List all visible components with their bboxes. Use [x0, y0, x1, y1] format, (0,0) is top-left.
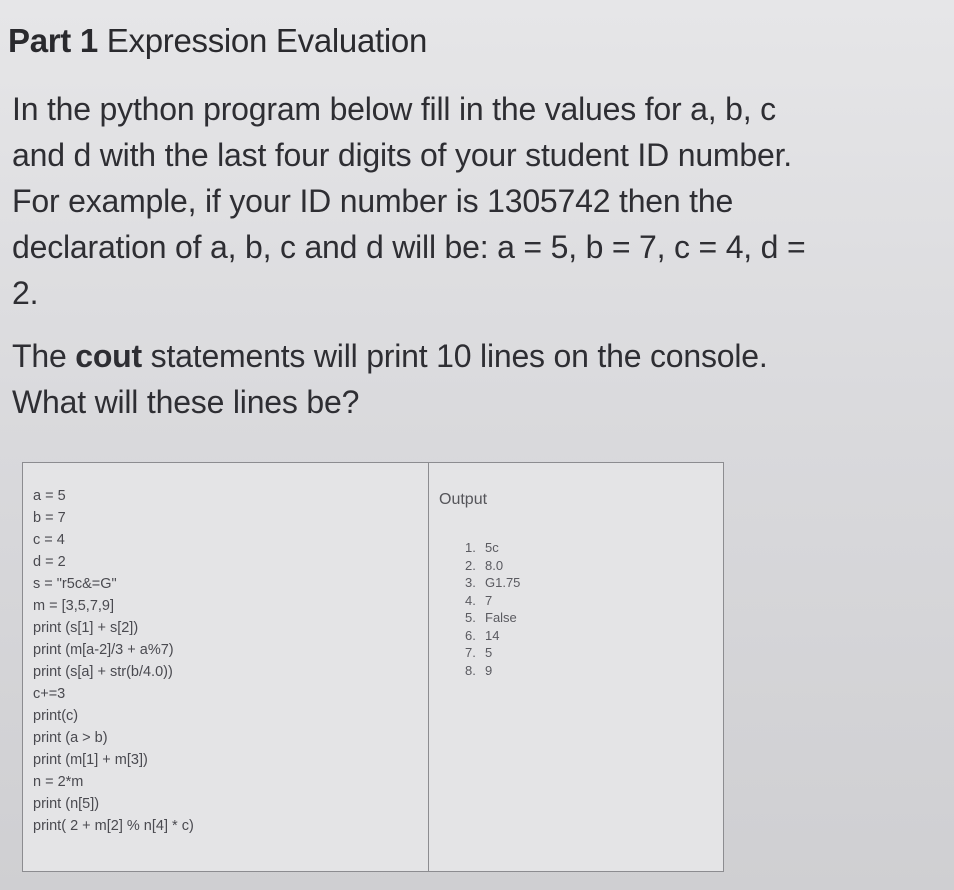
output-row — [465, 662, 520, 680]
question-text: The — [12, 338, 76, 374]
instruction-line: 2. — [12, 275, 39, 311]
output-row — [465, 592, 520, 610]
code-line: print (n[5]) — [33, 796, 100, 812]
instruction-line: declaration of a, b, c and d will be: a = 5, b = 7, c = 4, d = — [12, 229, 806, 265]
output-header: Output — [439, 491, 488, 508]
code-line: b = 7 — [33, 510, 66, 526]
question-line-2: What will these lines be? — [12, 384, 360, 420]
question-line-1 — [12, 333, 952, 379]
code-line: print( 2 + m[2] % n[4] * c) — [33, 818, 194, 834]
code-line: print (s[1] + s[2]) — [33, 620, 139, 636]
output-value: 14 — [485, 627, 500, 643]
code-line: s = "r5c&=G" — [33, 576, 117, 592]
output-value: False — [485, 610, 517, 625]
output-value: 5 — [485, 645, 493, 660]
question-text: statements will print 10 lines on the console. — [141, 338, 768, 374]
output-number: 2. — [465, 557, 476, 573]
output-value: 9 — [485, 662, 493, 678]
output-list — [465, 539, 520, 679]
code-line: n = 2*m — [33, 774, 84, 790]
code-line: print (s[a] + str(b/4.0)) — [33, 664, 173, 680]
output-row — [465, 557, 520, 575]
output-number: 5. — [465, 610, 476, 625]
output-value: 8.0 — [485, 557, 504, 573]
code-line: a = 5 — [33, 488, 66, 504]
cout-keyword: cout — [75, 338, 142, 374]
question-paragraph — [12, 333, 952, 425]
output-number: 3. — [465, 575, 476, 590]
code-line: c+=3 — [33, 686, 66, 702]
code-line: c = 4 — [33, 532, 65, 548]
output-value: 5c — [485, 540, 499, 555]
code-line: d = 2 — [33, 554, 66, 570]
title-text: Expression Evaluation — [106, 22, 428, 59]
instructions-paragraph — [12, 86, 952, 316]
output-row — [465, 609, 520, 627]
output-value: G1.75 — [485, 575, 521, 590]
code-line: print (m[1] + m[3]) — [33, 752, 148, 768]
output-cell — [429, 463, 723, 871]
output-number: 7. — [465, 645, 476, 660]
page-title — [8, 22, 427, 60]
code-line: print(c) — [33, 708, 79, 724]
output-number: 8. — [465, 662, 476, 678]
output-number: 6. — [465, 627, 476, 643]
code-cell — [23, 463, 429, 871]
code-line: m = [3,5,7,9] — [33, 598, 115, 614]
program-output-table — [22, 462, 724, 872]
output-number: 4. — [465, 592, 476, 608]
code-line: print (m[a-2]/3 + a%7) — [33, 642, 174, 658]
output-row — [465, 539, 520, 557]
instruction-line: For example, if your ID number is 1305742 then the — [12, 183, 734, 219]
output-row — [465, 574, 520, 592]
instruction-line: In the python program below fill in the values for a, b, c — [12, 91, 776, 127]
code-line: print (a > b) — [33, 730, 108, 746]
output-value: 7 — [485, 592, 493, 608]
output-number: 1. — [465, 540, 476, 555]
instruction-line: and d with the last four digits of your student ID number. — [12, 137, 792, 173]
output-row — [465, 644, 520, 662]
code-listing — [33, 485, 194, 837]
title-part: Part 1 — [8, 22, 98, 59]
output-row — [465, 627, 520, 645]
